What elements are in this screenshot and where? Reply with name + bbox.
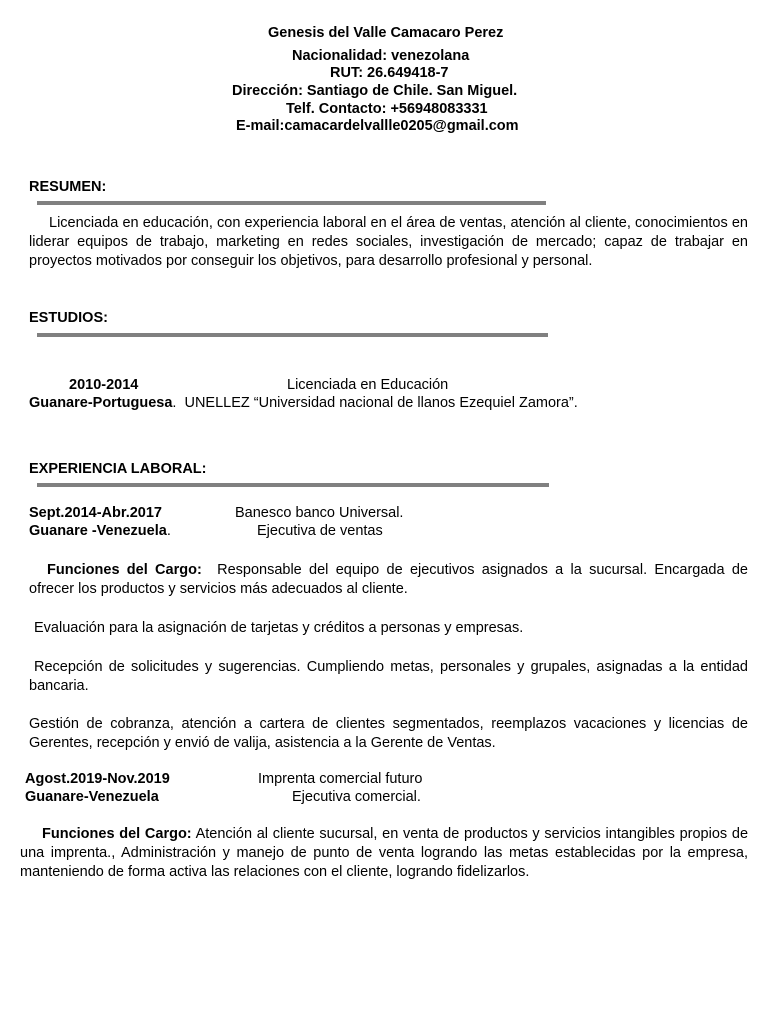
experiencia-divider: [37, 483, 549, 487]
full-name: Genesis del Valle Camacaro Perez: [268, 25, 504, 41]
estudios-place-line: [29, 394, 578, 413]
job1-functions-text: Responsable del equipo de ejecutivos asignados a la sucursal. Encargada de ofrecer los productos y servicios más adecuados al cliente.: [29, 562, 748, 597]
email: E-mail:camacardelvallle0205@gmail.com: [236, 118, 519, 134]
job2-company: Imprenta comercial futuro: [258, 771, 423, 787]
estudios-university: UNELLEZ “Universidad nacional de llanos Ezequiel Zamora”.: [184, 395, 578, 411]
job1-place-line: [29, 522, 171, 541]
job2-place: Guanare-Venezuela: [25, 789, 159, 805]
resumen-title: RESUMEN:: [29, 179, 107, 195]
estudios-place-suffix: .: [172, 395, 177, 411]
phone: Telf. Contacto: +56948083331: [286, 101, 488, 117]
job2-functions: [20, 825, 748, 882]
resumen-text: Licenciada en educación, con experiencia laboral en el área de ventas, atención al cliente, conocimientos en liderar equipos de trabajo, marketing en redes sociales, investigación de mercado; capaz de trabajar en proyectos motivados por conseguir los objetivos, para desarrollo profesional y personal.: [29, 215, 748, 269]
rut: RUT: 26.649418-7: [330, 65, 449, 81]
job1-functions-label: Funciones del Cargo:: [47, 562, 202, 578]
job1-role: Ejecutiva de ventas: [257, 523, 383, 539]
address: Dirección: Santiago de Chile. San Miguel.: [232, 83, 518, 99]
nationality: Nacionalidad: venezolana: [292, 48, 470, 64]
job2-role: Ejecutiva comercial.: [292, 789, 421, 805]
estudios-place: Guanare-Portuguesa: [29, 395, 173, 411]
job1-paragraph-3: Recepción de solicitudes y sugerencias. Cumpliendo metas, personales y grupales, asignadas a la entidad bancaria.: [29, 659, 748, 694]
job2-functions-text: Atención al cliente sucursal, en venta de productos y servicios intangibles propios de una imprenta., Administración y manejo de punto de venta logrando las metas establecidas por la empresa, manteniendo de forma activa las relaciones con el cliente, logrando fidelizarlos.: [20, 826, 749, 880]
job1-paragraph-4: Gestión de cobranza, atención a cartera de clientes segmentados, reemplazos vacaciones y licencias de Gerentes, recepción y envió de valija, asistencia a la Gerente de Ventas.: [29, 716, 748, 751]
resumen-divider: [37, 201, 546, 205]
estudios-degree: Licenciada en Educación: [287, 377, 449, 393]
job2-dates: Agost.2019-Nov.2019: [25, 771, 170, 787]
estudios-years: 2010-2014: [69, 377, 139, 393]
estudios-divider: [37, 333, 548, 337]
job1-functions: [29, 561, 748, 599]
job2-functions-label: Funciones del Cargo:: [42, 826, 192, 842]
estudios-title: ESTUDIOS:: [29, 310, 108, 326]
experiencia-title: EXPERIENCIA LABORAL:: [29, 461, 207, 477]
cv-header: [0, 24, 768, 138]
job1-paragraph-2: Evaluación para la asignación de tarjetas y créditos a personas y empresas.: [34, 620, 524, 636]
job1-place-suffix: .: [166, 523, 171, 539]
job1-place: Guanare -Venezuela: [29, 523, 167, 539]
job1-company: Banesco banco Universal.: [235, 505, 404, 521]
job1-dates: Sept.2014-Abr.2017: [29, 505, 162, 521]
